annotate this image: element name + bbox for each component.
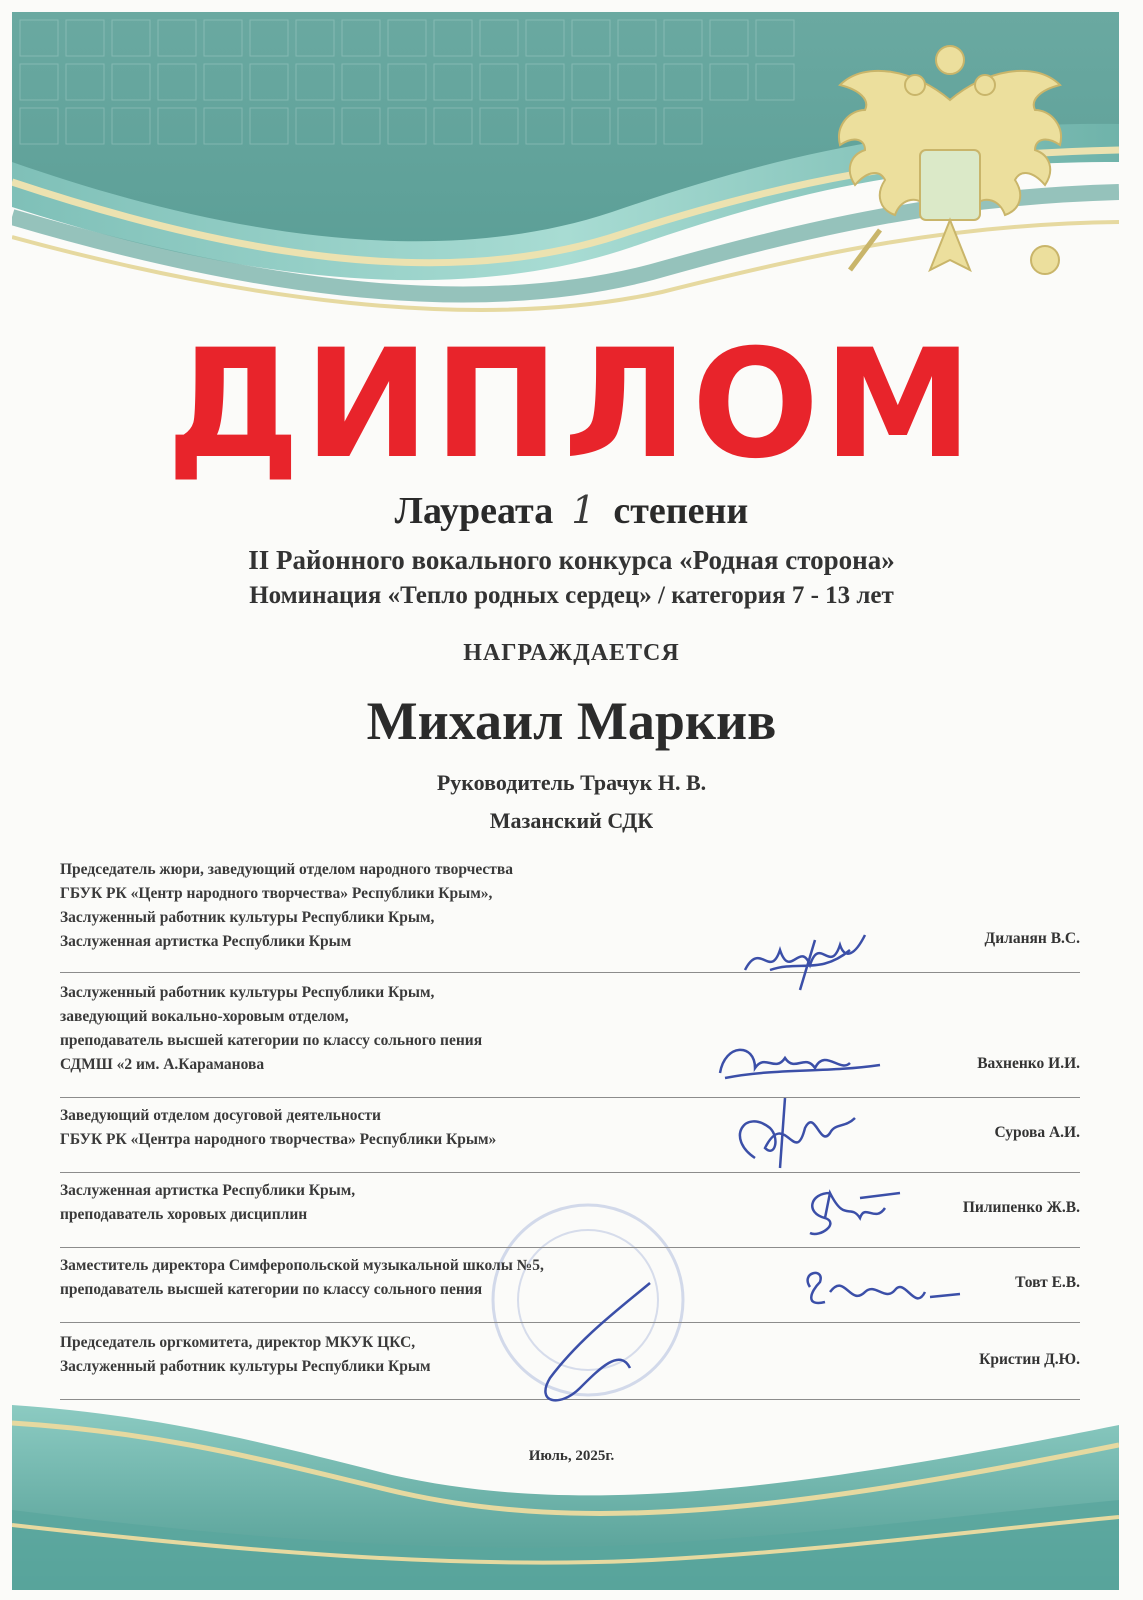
laureate-suffix: степени <box>613 490 749 532</box>
laureate-degree: 1 <box>571 488 596 532</box>
signature-image <box>520 1278 670 1418</box>
organization: Мазанский СДК <box>489 808 654 833</box>
signature-image <box>800 1183 910 1243</box>
jury-description: Заслуженная артистка Республики Крым, преподаватель хоровых дисциплин <box>60 1182 356 1223</box>
contest-name: II Районного вокального конкурса «Родная сторона» <box>248 545 895 575</box>
jury-name: Пилипенко Ж.В. <box>962 1199 1080 1216</box>
jury-row <box>60 858 1080 973</box>
jury-name: Товт Е.В. <box>1015 1274 1080 1291</box>
leader: Руководитель Трачук Н. В. <box>436 770 707 795</box>
jury-row <box>60 973 1080 1098</box>
coat-of-arms-emblem <box>820 30 1080 310</box>
jury-row <box>60 1323 1080 1400</box>
jury-description: Заместитель директора Симферопольской музыкальной школы №5, преподаватель высшей категории по классу сольного пения <box>60 1257 544 1298</box>
jury-description: Заведующий отделом досуговой деятельности ГБУК РК «Центра народного творчества» Республики Крым» <box>60 1107 497 1148</box>
jury-row <box>60 1173 1080 1248</box>
signature-image <box>725 1088 865 1178</box>
signature-image <box>795 1262 965 1322</box>
jury-name: Кристин Д.Ю. <box>979 1351 1080 1368</box>
footer-ribbon <box>12 1405 1119 1590</box>
recipient-name: Михаил Маркив <box>366 691 777 751</box>
jury-description: Председатель жюри, заведующий отделом народного творчества ГБУК РК «Центр народного творчества» Республики Крым», Заслуженный работник культуры Республики Крым, Заслуженная артистка Республики Крым <box>60 861 514 950</box>
diploma-title: ДИПЛОМ <box>166 318 977 492</box>
jury-name: Диланян В.С. <box>984 930 1080 947</box>
laureate-prefix: Лауреата <box>394 490 554 532</box>
jury-description: Заслуженный работник культуры Республики Крым, заведующий вокально-хоровым отделом, преподаватель высшей категории по классу сольного пения СДМШ «2 им. А.Караманова <box>60 984 483 1073</box>
nomination: Номинация «Тепло родных сердец» / категория 7 - 13 лет <box>249 582 894 609</box>
jury-row <box>60 1098 1080 1173</box>
laureate-line <box>0 488 1143 533</box>
jury-list <box>60 858 1080 1400</box>
issue-date: Июль, 2025г. <box>528 1448 615 1464</box>
signature-image <box>715 1023 885 1093</box>
jury-name: Вахненко И.И. <box>977 1055 1080 1072</box>
jury-name: Сурова А.И. <box>994 1124 1080 1141</box>
jury-description: Председатель оргкомитета, директор МКУК ЦКС, Заслуженный работник культуры Республики Крым <box>60 1334 431 1375</box>
awarded-label: НАГРАЖДАЕТСЯ <box>463 640 680 666</box>
